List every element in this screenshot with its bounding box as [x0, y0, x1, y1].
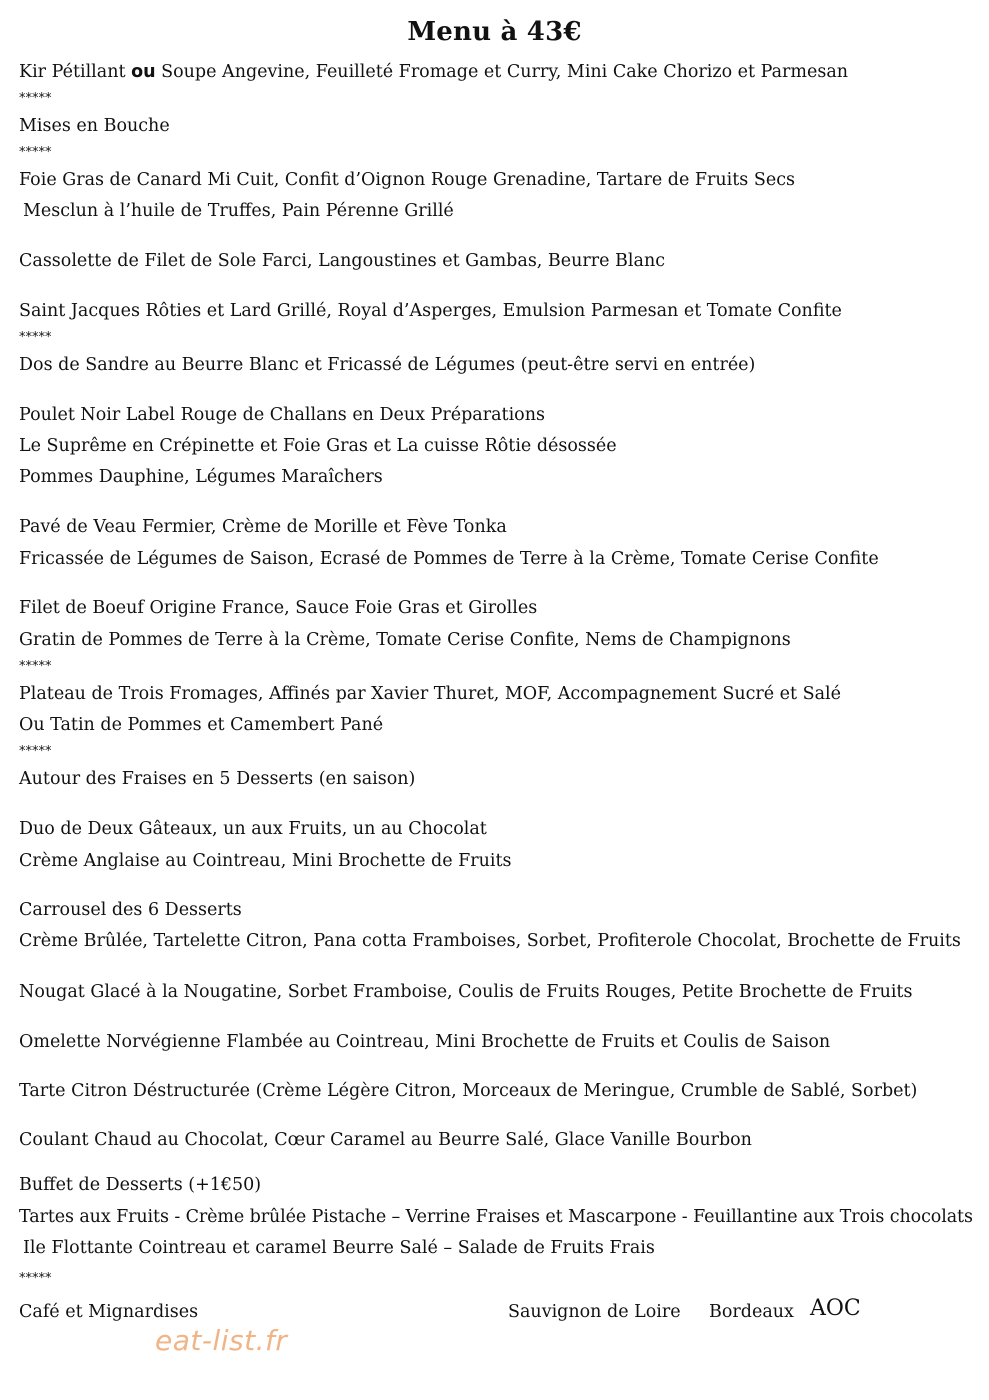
- wine-aoc: AOC: [810, 1296, 861, 1321]
- menu-line: Poulet Noir Label Rouge de Challans en Deux Préparations: [19, 405, 545, 425]
- menu-line: Gratin de Pommes de Terre à la Crème, Tomate Cerise Confite, Nems de Champignons: [19, 630, 791, 650]
- menu-line: Crème Anglaise au Cointreau, Mini Brochette de Fruits: [19, 851, 512, 871]
- menu-line: Autour des Fraises en 5 Desserts (en saison): [19, 769, 416, 789]
- menu-line: Filet de Boeuf Origine France, Sauce Foie Gras et Girolles: [19, 598, 538, 618]
- wine-bordeaux: Bordeaux: [709, 1302, 794, 1322]
- menu-line: Pavé de Veau Fermier, Crème de Morille et Fève Tonka: [19, 517, 507, 537]
- menu-line: Le Suprême en Crépinette et Foie Gras et La cuisse Rôtie désossée: [19, 436, 617, 456]
- menu-line: Ile Flottante Cointreau et caramel Beurre Salé – Salade de Fruits Frais: [23, 1238, 655, 1258]
- wine-sauvignon: Sauvignon de Loire: [508, 1302, 681, 1322]
- aperitif-rest: Soupe Angevine, Feuilleté Fromage et Curry, Mini Cake Chorizo et Parmesan: [155, 62, 849, 82]
- menu-line: Fricassée de Légumes de Saison, Ecrasé de Pommes de Terre à la Crème, Tomate Cerise Confite: [19, 549, 879, 569]
- menu-line: Cassolette de Filet de Sole Farci, Langoustines et Gambas, Beurre Blanc: [19, 251, 666, 271]
- course-separator: *****: [19, 1271, 52, 1286]
- course-separator: *****: [19, 659, 52, 674]
- aperitif-first: Kir Pétillant: [19, 62, 126, 82]
- menu-line: Saint Jacques Rôties et Lard Grillé, Royal d’Asperges, Emulsion Parmesan et Tomate Confite: [19, 301, 842, 321]
- menu-line-aperitif: [19, 61, 848, 83]
- menu-line: Duo de Deux Gâteaux, un aux Fruits, un au Chocolat: [19, 819, 487, 839]
- menu-line: Tartes aux Fruits - Crème brûlée Pistache – Verrine Fraises et Mascarpone - Feuillantine aux Trois chocolats: [19, 1207, 973, 1227]
- menu-line: Nougat Glacé à la Nougatine, Sorbet Framboise, Coulis de Fruits Rouges, Petite Brochette de Fruits: [19, 982, 913, 1002]
- watermark-logo: eat-list.fr: [155, 1324, 288, 1357]
- menu-line: Ou Tatin de Pommes et Camembert Pané: [19, 715, 384, 735]
- menu-line: Crème Brûlée, Tartelette Citron, Pana cotta Framboises, Sorbet, Profiterole Chocolat, Brochette de Fruits: [19, 931, 961, 951]
- menu-line: Pommes Dauphine, Légumes Maraîchers: [19, 467, 383, 487]
- course-separator: *****: [19, 330, 52, 345]
- menu-line: Omelette Norvégienne Flambée au Cointreau, Mini Brochette de Fruits et Coulis de Saison: [19, 1032, 831, 1052]
- menu-line: Dos de Sandre au Beurre Blanc et Fricassé de Légumes (peut-être servi en entrée): [19, 355, 756, 375]
- aperitif-or: ou: [131, 62, 156, 82]
- course-separator: *****: [19, 91, 52, 106]
- menu-line: Tarte Citron Déstructurée (Crème Légère Citron, Morceaux de Meringue, Crumble de Sablé, Sorbet): [19, 1081, 918, 1101]
- menu-line: Foie Gras de Canard Mi Cuit, Confit d’Oignon Rouge Grenadine, Tartare de Fruits Secs: [19, 170, 795, 190]
- menu-line: Carrousel des 6 Desserts: [19, 900, 242, 920]
- menu-line: Mesclun à l’huile de Truffes, Pain Pérenne Grillé: [23, 201, 454, 221]
- course-separator: *****: [19, 744, 52, 759]
- menu-line: Plateau de Trois Fromages, Affinés par Xavier Thuret, MOF, Accompagnement Sucré et Salé: [19, 684, 842, 704]
- menu-title: Menu à 43€: [407, 17, 582, 47]
- menu-line: Mises en Bouche: [19, 116, 170, 136]
- course-separator: *****: [19, 145, 52, 160]
- menu-line: Café et Mignardises: [19, 1302, 199, 1322]
- menu-line: Buffet de Desserts (+1€50): [19, 1175, 262, 1195]
- menu-line: Coulant Chaud au Chocolat, Cœur Caramel au Beurre Salé, Glace Vanille Bourbon: [19, 1130, 752, 1150]
